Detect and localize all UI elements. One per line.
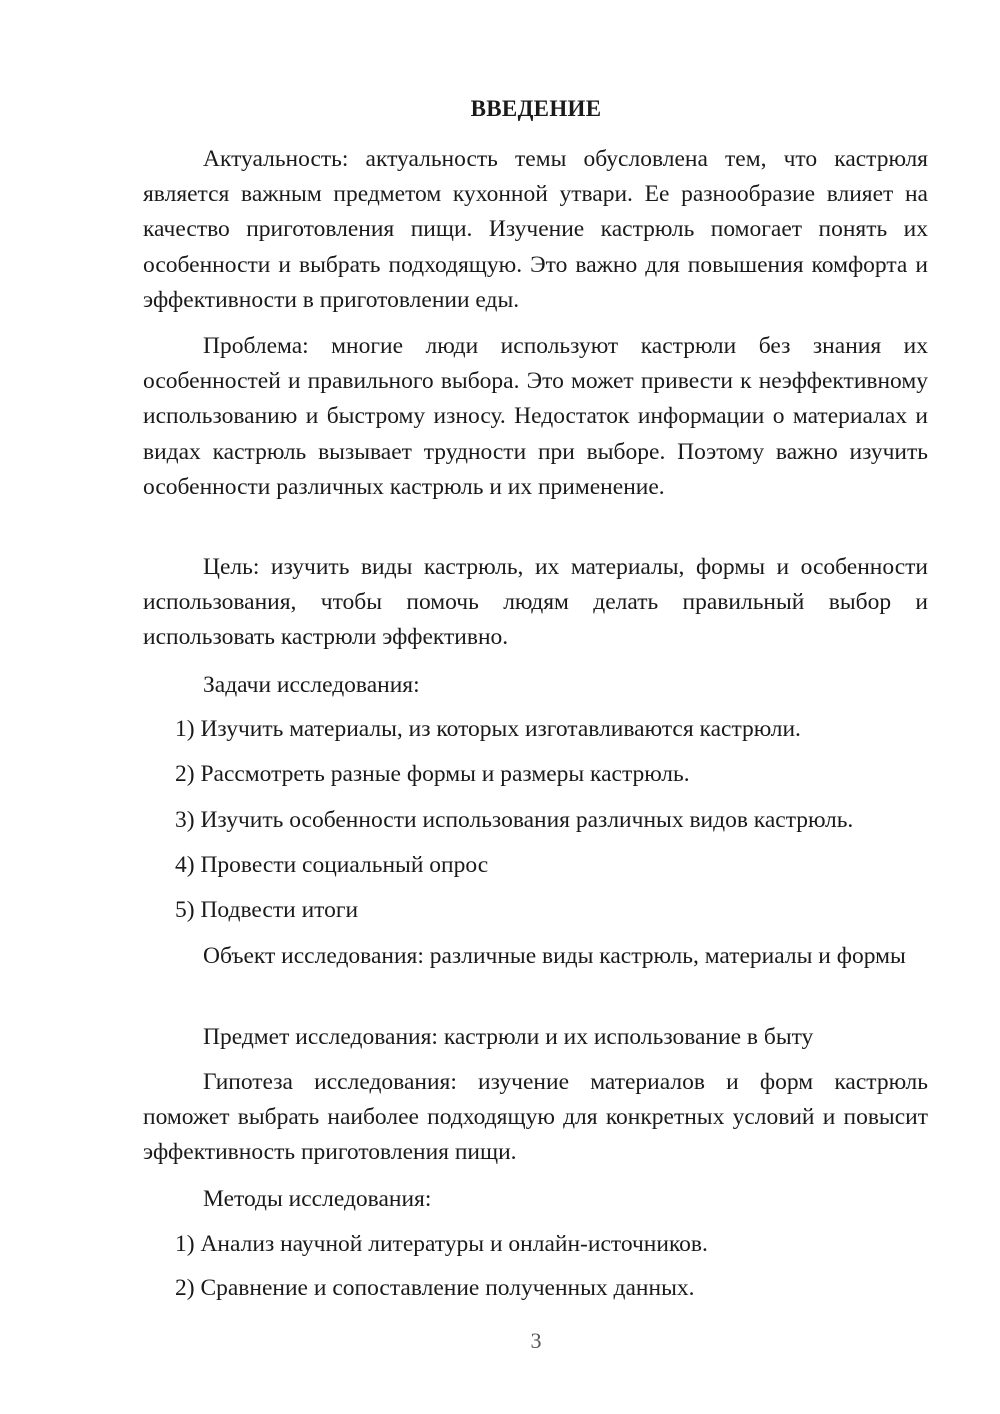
method-item: 2) Сравнение и сопоставление полученных данных. <box>175 1275 695 1301</box>
task-item: 4) Провести социальный опрос <box>175 852 489 878</box>
problem-paragraph: Проблема: многие люди используют кастрюли без знания их особенностей и правильного выбора. Это может привести к неэффективному использованию и быстрому износу. Недостаток информации о материалах и видах кастрюль вызывает трудности при выборе. Поэтому важно изучить особенности различных кастрюль и их применение. <box>143 333 928 500</box>
task-item: 1) Изучить материалы, из которых изготавливаются кастрюли. <box>175 716 801 742</box>
hypothesis-paragraph: Гипотеза исследования: изучение материалов и форм кастрюль поможет выбрать наиболее подходящую для конкретных условий и повысит эффективность приготовления пищи. <box>143 1069 928 1166</box>
task-item: 3) Изучить особенности использования различных видов кастрюль. <box>175 807 854 833</box>
relevance-paragraph: Актуальность: актуальность темы обусловлена тем, что кастрюля является важным предметом кухонной утвари. Ее разнообразие влияет на качество приготовления пищи. Изучение кастрюль помогает понять их особенности и выбрать подходящую. Это важно для повышения комфорта и эффективности в приготовлении еды. <box>143 146 928 313</box>
method-item: 1) Анализ научной литературы и онлайн-источников. <box>175 1231 708 1257</box>
object-paragraph: Объект исследования: различные виды кастрюль, материалы и формы <box>203 943 906 969</box>
section-title: ВВЕДЕНИЕ <box>470 96 602 121</box>
task-item: 2) Рассмотреть разные формы и размеры кастрюль. <box>175 761 690 787</box>
methods-heading: Методы исследования: <box>203 1186 432 1212</box>
subject-paragraph: Предмет исследования: кастрюли и их использование в быту <box>203 1024 814 1050</box>
goal-paragraph: Цель: изучить виды кастрюль, их материалы, формы и особенности использования, чтобы помочь людям делать правильный выбор и использовать кастрюли эффективно. <box>143 554 928 651</box>
tasks-heading: Задачи исследования: <box>203 672 420 698</box>
page-number: 3 <box>530 1328 542 1353</box>
task-item: 5) Подвести итоги <box>175 897 359 923</box>
